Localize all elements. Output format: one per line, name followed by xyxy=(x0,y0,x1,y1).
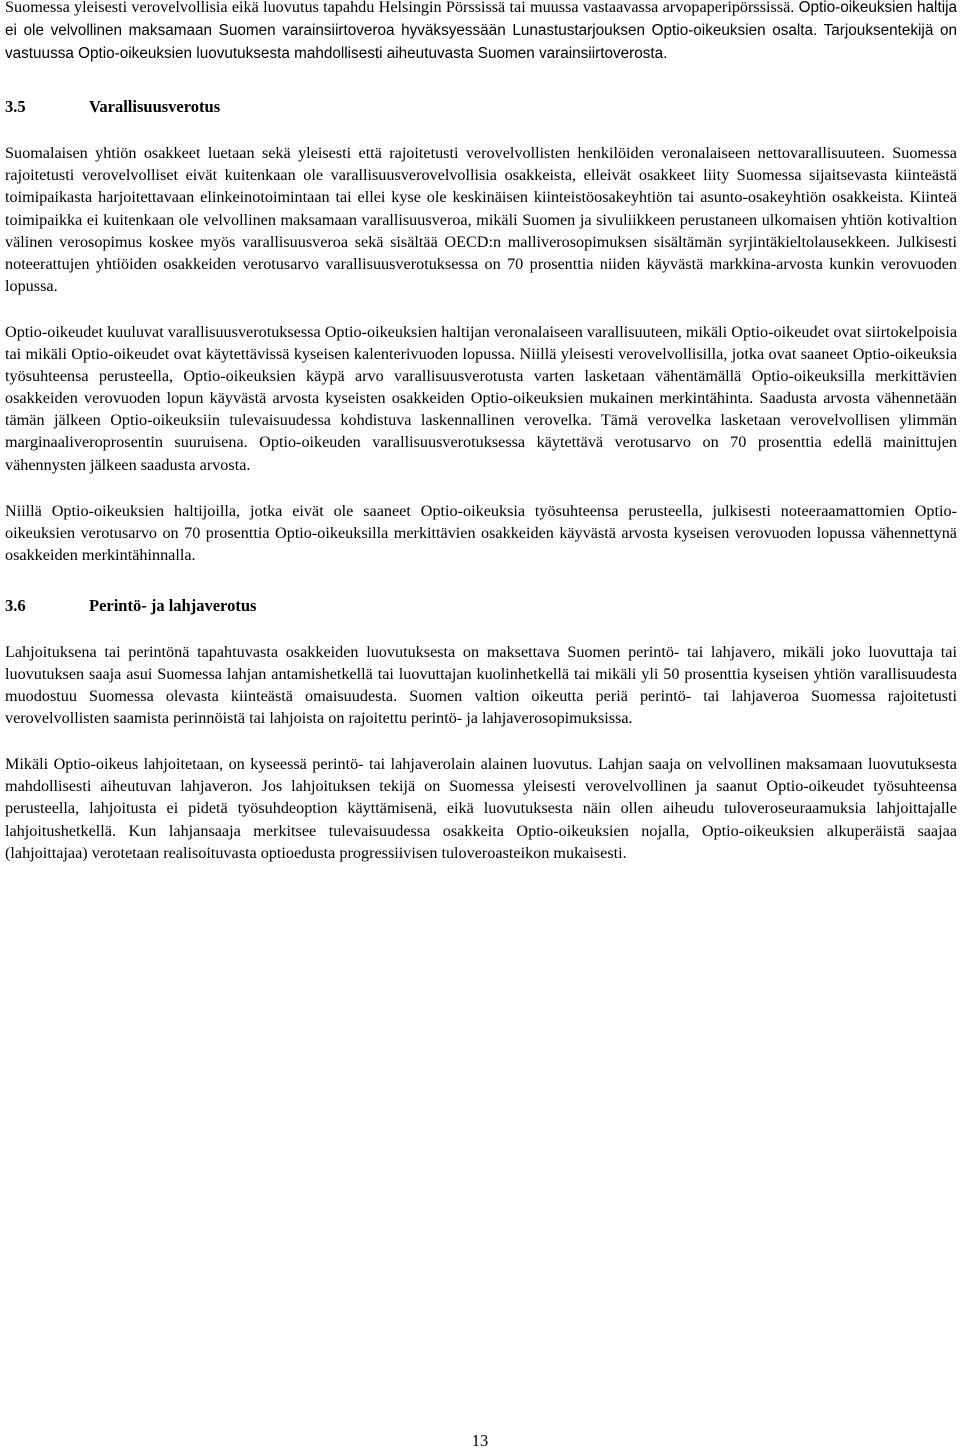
intro-serif-text: Suomessa yleisesti verovelvollisia eikä luovutus tapahdu Helsingin Pörssissä tai muussa vastaavassa arvopaperipörssissä. xyxy=(5,0,799,16)
section-3-5-number: 3.5 xyxy=(5,97,26,117)
intro-sans-text: Optio-oikeuksien haltija ei ole velvollinen maksamaan Suomen varainsiirtoveroa hyväksyessään Lunastustarjouksen Optio-oikeuksien osalta. Tarjouksentekijä on vastuussa Optio-oikeuksien luovutuksesta mahdollisesti aiheutuvasta Suomen varainsiirtoverosta. xyxy=(5,0,957,63)
section-3-5-title: Varallisuusverotus xyxy=(89,97,221,117)
section-3-5-heading xyxy=(5,96,957,118)
intro-paragraph xyxy=(5,0,957,65)
section-3-6-paragraph-2: Mikäli Optio-oikeus lahjoitetaan, on kyseessä perintö- tai lahjaverolain alainen luovutus. Lahjan saaja on velvollinen maksamaan luovutuksesta mahdollisesti aiheutuvan lahjaveron. Jos lahjoituksen tekijä on Suomessa yleisesti verovelvollinen ja saanut Optio-oikeudet työsuhteensa perusteella, lahjoitusta ei pidetä työsuhdeoption käyttämisenä, eikä luovutuksesta näin ollen aiheudu tuloveroseuraamuksia lahjoittajalle lahjoitushetkellä. Kun lahjansaaja merkitsee tulevaisuudessa osakkeita Optio-oikeuksien nojalla, Optio-oikeuksien alkuperäistä saajaa (lahjoittajaa) verotetaan realisoituvasta optioedusta progressiivisen tuloveroasteikon mukaisesti. xyxy=(5,755,957,862)
section-3-6-number: 3.6 xyxy=(5,595,26,615)
section-3-5-paragraph-2: Optio-oikeudet kuuluvat varallisuusverotuksessa Optio-oikeuksien haltijan veronalaiseen varallisuuteen, mikäli Optio-oikeudet ovat siirtokelpoisia tai mikäli Optio-oikeudet ovat käytettävissä kyseisen kalenterivuoden lopussa. Niillä yleisesti verovelvollisilla, jotka ovat saaneet Optio-oikeuksia työsuhteensa perusteella, Optio-oikeuksien käypä arvo varallisuusverotusta varten lasketaan vähentämällä Optio-oikeuksilla merkittävien osakkeiden verovuoden lopun käyvästä arvosta kyseisten osakkeiden Optio-oikeuksien mukainen merkintähinta. Saadusta arvosta vähennetään tämän jälkeen Optio-oikeuksiin tulevaisuudessa kohdistuva laskennallinen verovelka. Tämä verovelka lasketaan verovelvollisen ylimmän marginaaliveroprosentin suuruisena. Optio-oikeuden varallisuusverotuksessa käytettävä verotusarvo on 70 prosenttia edellä mainittujen vähennysten jälkeen saadusta arvosta. xyxy=(5,322,957,474)
section-3-5-paragraph-3: Niillä Optio-oikeuksien haltijoilla, jotka eivät ole saaneet Optio-oikeuksia työsuhteensa perusteella, julkisesti noteeraamattomien Optio-oikeuksien verotusarvo on 70 prosenttia Optio-oikeuksilla merkittävien osakkeiden käyvästä arvosta kyseisen verovuoden lopussa vähennettynä osakkeiden merkintähinnalla. xyxy=(5,501,957,564)
section-3-6-paragraph-1: Lahjoituksena tai perintönä tapahtuvasta osakkeiden luovutuksesta on maksettava Suomen perintö- tai lahjavero, mikäli joko luovuttaja tai luovutuksen saaja asui Suomessa lahjan antamishetkellä tai luovuttajan kuolinhetkellä tai mikäli yli 50 prosenttia kyseisen yhtiön varallisuudesta muodostuu Suomessa olevasta kiinteästä omaisuudesta. Suomen valtion oikeutta periä perintö- tai lahjaveroa Suomessa rajoitetusti verovelvollisten saamista perinnöistä tai lahjoista on rajoitettu perintö- ja lahjaverosopimuksissa. xyxy=(5,642,957,728)
section-3-6-title: Perintö- ja lahjaverotus xyxy=(89,595,257,615)
document-page xyxy=(5,0,957,864)
section-3-5-paragraph-1: Suomalaisen yhtiön osakkeet luetaan sekä yleisesti että rajoitetusti verovelvollisten henkilöiden veronalaiseen nettovarallisuuteen. Suomessa rajoitetusti verovelvolliset eivät kuitenkaan ole varallisuusverovelvollisia osakkeista, elleivät osakkeet liity Suomessa sijaitsevasta kiinteästä toimipaikasta harjoitettavaan elinkeinotoimintaan tai ellei kyse ole keskinäisen kiinteistöosakeyhtiön tai asunto-osakeyhtiön osakkeista. Kiinteä toimipaikka ei kuitenkaan ole velvollinen maksamaan varallisuusveroa, mikäli Suomen ja sivuliikkeen perustaneen ulkomaisen yhtiön kotivaltion välinen verosopimus koskee myös varallisuusveroa sekä sisältää OECD:n malliverosopimuksen sisältämän syrjintäkieltolausekkeen. Julkisesti noteerattujen yhtiöiden osakkeiden verotusarvo varallisuusverotuksessa on 70 prosenttia niiden käyvästä markkina-arvosta kunkin verovuoden lopussa. xyxy=(5,144,957,295)
page-number: 13 xyxy=(471,1431,489,1450)
section-3-6-heading xyxy=(5,595,957,617)
